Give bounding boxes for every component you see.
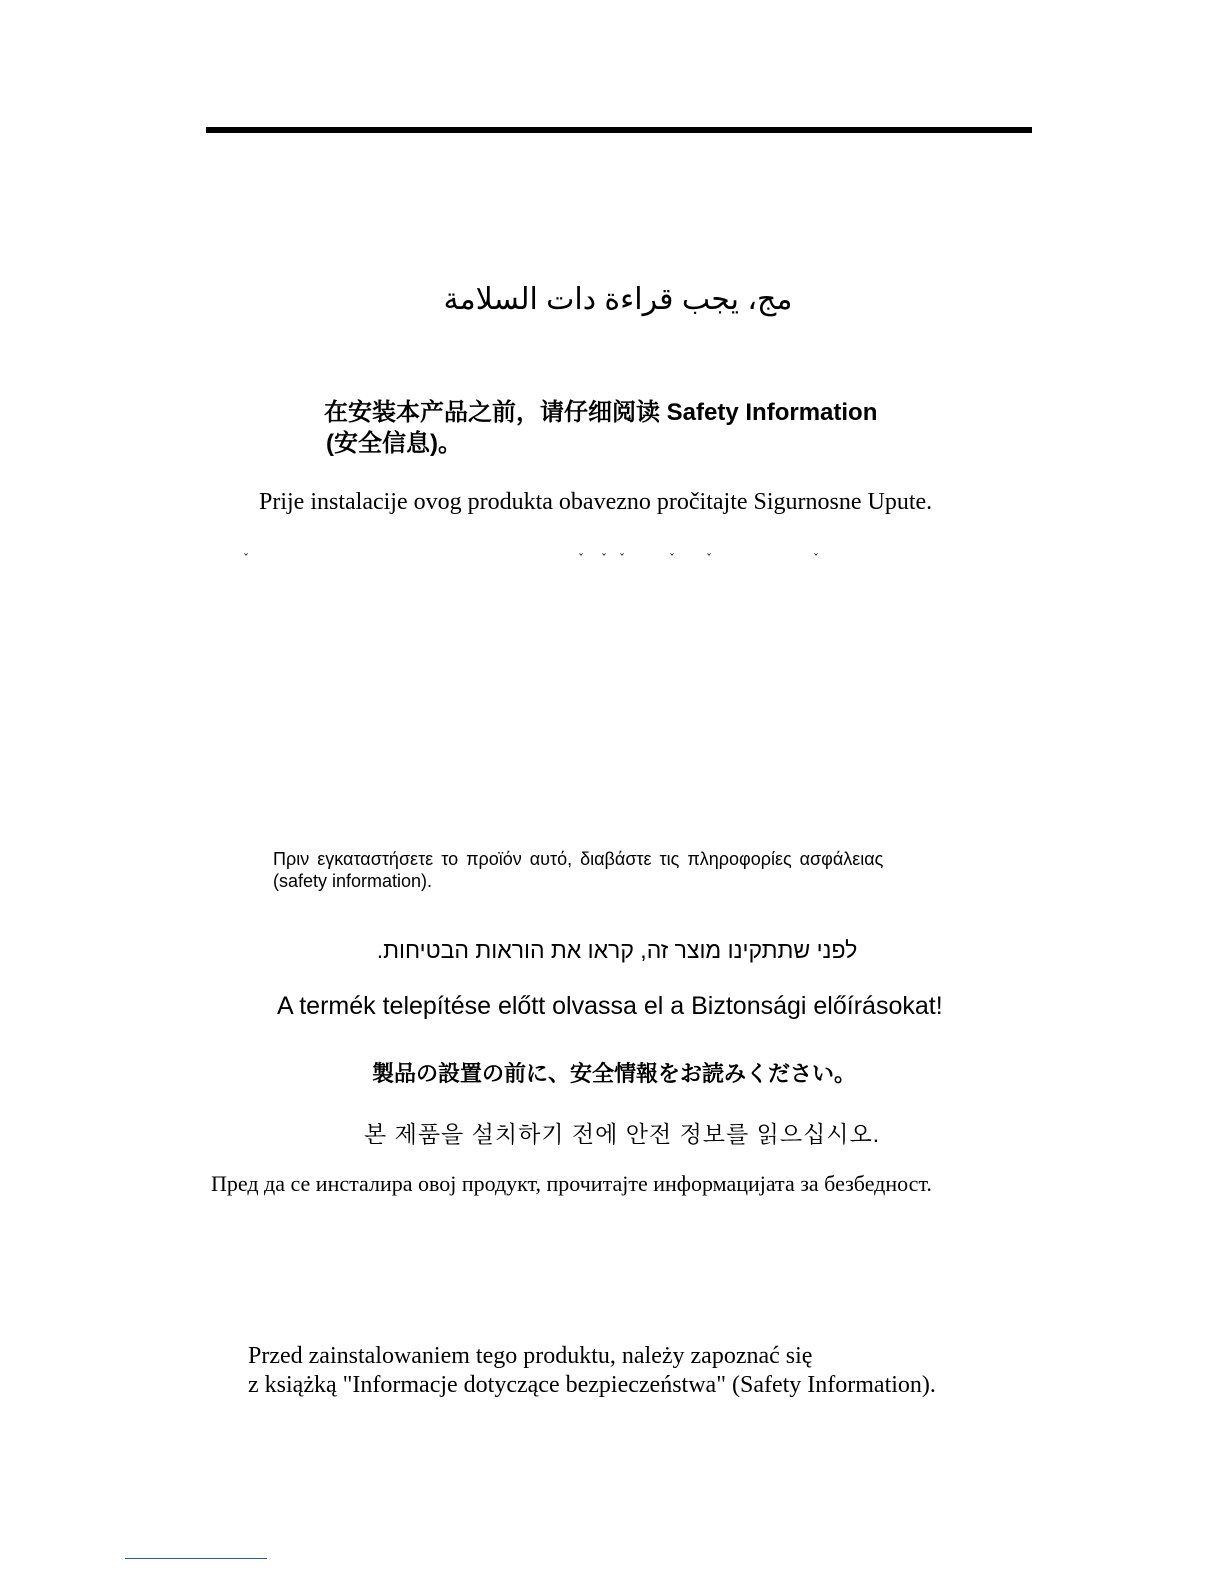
stray-caron-mark: ˇ bbox=[578, 552, 584, 566]
top-horizontal-rule bbox=[206, 127, 1032, 133]
notice-korean: 본 제품을 설치하기 전에 안전 정보를 읽으십시오. bbox=[364, 1121, 881, 1147]
stray-caron-mark: ˇ bbox=[813, 552, 819, 566]
notice-chinese-line-1: 在安装本产品之前，请仔细阅读 Safety Information bbox=[324, 399, 878, 426]
stray-caron-mark: ˇ bbox=[706, 552, 712, 566]
notice-polish-line-1: Przed zainstalowaniem tego produktu, należy zapoznać się bbox=[248, 1343, 813, 1369]
stray-caron-mark: ˇ bbox=[243, 552, 249, 566]
stray-caron-mark: ˇ bbox=[601, 552, 607, 566]
notice-polish-line-2: z książką "Informacje dotyczące bezpieczeństwa" (Safety Information). bbox=[248, 1372, 936, 1398]
notice-japanese: 製品の設置の前に、安全情報をお読みください。 bbox=[372, 1061, 857, 1086]
notice-croatian: Prije instalacije ovog produkta obavezno pročitajte Sigurnosne Upute. bbox=[259, 489, 933, 515]
notice-arabic: مج، يجب قراءة دات السلامة bbox=[443, 283, 793, 316]
notice-greek-line-2: (safety information). bbox=[273, 871, 433, 891]
notice-hebrew: לפני שתתקינו מוצר זה, קראו את הוראות הבטיחות. bbox=[376, 937, 858, 963]
stray-caron-mark: ˇ bbox=[619, 552, 625, 566]
footnote-separator-line bbox=[125, 1558, 267, 1559]
notice-hungarian: A termék telepítése előtt olvassa el a Biztonsági előírásokat! bbox=[277, 992, 943, 1020]
stray-caron-mark: ˇ bbox=[669, 552, 675, 566]
notice-greek-line-1: Πριν εγκαταστήσετε το προϊόν αυτό, διαβάστε τις πληροφορίες ασφάλειας bbox=[273, 849, 884, 869]
notice-macedonian: Пред да се инсталира овој продукт, прочитајте информацијата за безбедност. bbox=[211, 1171, 932, 1196]
notice-chinese-line-2: (安全信息)。 bbox=[326, 430, 462, 457]
